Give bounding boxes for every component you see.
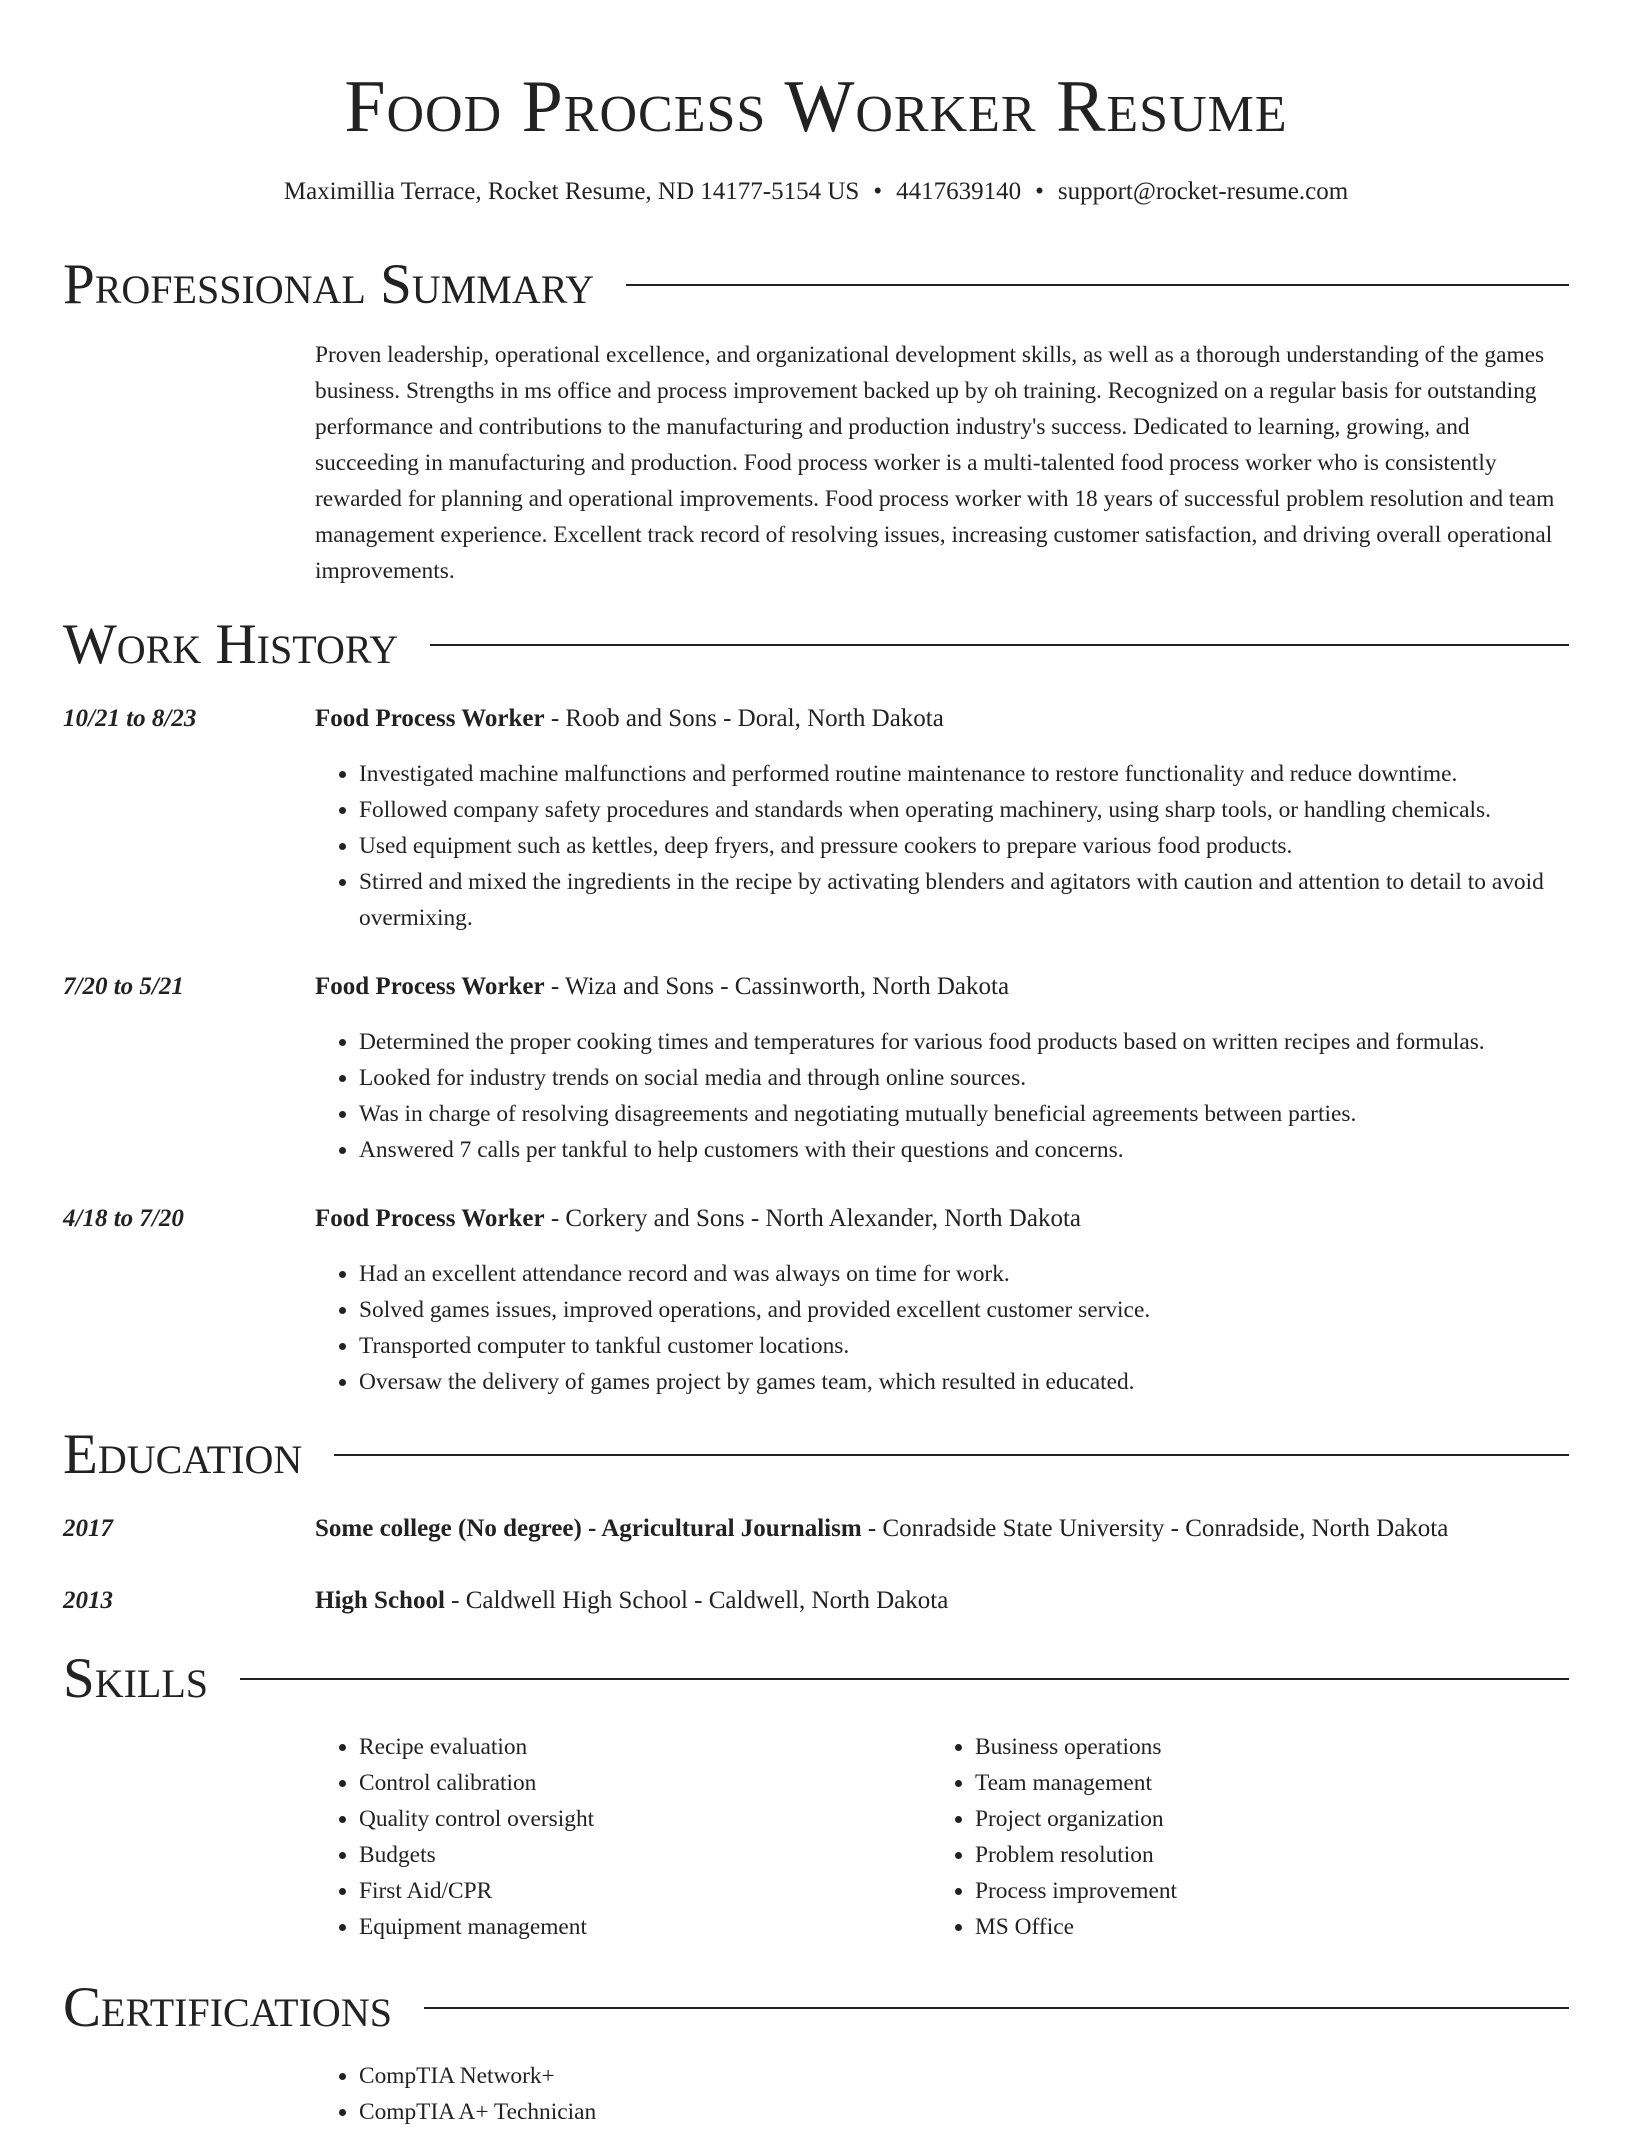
education-degree: High School: [315, 1587, 445, 1614]
section-title: Work History: [63, 613, 399, 676]
contact-address: Maximillia Terrace, Rocket Resume, ND 14177-5154 US: [283, 178, 860, 205]
job-bullet: • Oversaw the delivery of games project by games team, which resulted in educated.: [359, 1364, 1619, 1400]
skill-item: • Equipment management: [359, 1909, 919, 1945]
section-title: Skills: [63, 1647, 209, 1710]
job-bullet: • Stirred and mixed the ingredients in the recipe by activating blenders and agitators with caution and attention to detail to avoid overmixing.: [359, 864, 1619, 936]
contact-separator: •: [873, 178, 883, 205]
education-degree: Some college (No degree) - Agricultural Journalism: [315, 1515, 862, 1542]
job-details: - Roob and Sons - Doral, North Dakota: [544, 705, 944, 732]
job-bullet: • Solved games issues, improved operations, and provided excellent customer service.: [359, 1292, 1619, 1328]
section-divider: [240, 1678, 1569, 1680]
section-header-education: [63, 1422, 1569, 1488]
education-details: - Caldwell High School - Caldwell, North Dakota: [444, 1587, 949, 1614]
job-title: Food Process Worker: [315, 705, 545, 732]
section-title: Certifications: [63, 1976, 392, 2039]
section-divider: [424, 2007, 1569, 2009]
job-bullet: • Used equipment such as kettles, deep fryers, and pressure cookers to prepare various food products.: [359, 828, 1619, 864]
skill-item: • Quality control oversight: [359, 1801, 919, 1837]
certifications-list: [315, 2058, 1619, 2130]
job-dates: 7/20 to 5/21: [63, 973, 184, 1000]
job-title: Food Process Worker: [315, 1205, 545, 1232]
job-bullet: • Determined the proper cooking times and temperatures for various food products based on written recipes and formulas.: [359, 1024, 1619, 1060]
resume-title: Food Process Worker Resume: [344, 66, 1288, 148]
job-bullet: • Followed company safety procedures and standards when operating machinery, using sharp tools, or handling chemicals.: [359, 792, 1619, 828]
contact-phone: 4417639140: [896, 178, 1022, 205]
education-entry: [315, 1583, 948, 1619]
job-title: Food Process Worker: [315, 973, 545, 1000]
skill-item: • Process improvement: [975, 1873, 1575, 1909]
skill-item: • MS Office: [975, 1909, 1575, 1945]
job-bullet: • Had an excellent attendance record and was always on time for work.: [359, 1256, 1619, 1292]
job-bullet: • Investigated machine malfunctions and performed routine maintenance to restore functionality and reduce downtime.: [359, 756, 1619, 792]
job-bullets: [315, 1256, 1619, 1400]
skills-list-right: [931, 1729, 1575, 1945]
job-title-line: [315, 969, 1009, 1005]
job-bullet: • Looked for industry trends on social media and through online sources.: [359, 1060, 1619, 1096]
job-title-line: [315, 1201, 1081, 1237]
summary-text: Proven leadership, operational excellence, and organizational development skills, as well as a thorough understanding of the games business. Strengths in ms office and process improvement backed up by oh training. Recognized on a regular basis for outstanding performance and contributions to the manufacturing and production industry's success. Dedicated to learning, growing, and succeeding in manufacturing and production. Food process worker is a multi-talented food process worker who is consistently rewarded for planning and operational improvements. Food process worker with 18 years of successful problem resolution and team management experience. Excellent track record of resolving issues, increasing customer satisfaction, and driving overall operational improvements.: [315, 342, 1555, 584]
skills-list-left: [315, 1729, 919, 1945]
contact-separator: •: [1035, 178, 1044, 205]
job-dates: 4/18 to 7/20: [63, 1205, 184, 1232]
job-bullets: [315, 756, 1619, 936]
skill-item: • Business operations: [975, 1729, 1575, 1765]
job-title-line: [315, 701, 944, 737]
contact-line: [0, 174, 1632, 210]
section-title: Professional Summary: [63, 253, 595, 316]
section-divider: [430, 644, 1569, 646]
section-title: Education: [63, 1423, 303, 1486]
education-details: - Conradside State University - Conradside, North Dakota: [861, 1515, 1449, 1542]
skill-item: • First Aid/CPR: [359, 1873, 919, 1909]
job-details: - Corkery and Sons - North Alexander, North Dakota: [544, 1205, 1081, 1232]
job-bullet: • Transported computer to tankful customer locations.: [359, 1328, 1619, 1364]
education-year: 2013: [63, 1587, 113, 1614]
section-header-certifications: [63, 1975, 1569, 2041]
section-divider: [334, 1454, 1569, 1456]
education-year: 2017: [63, 1515, 113, 1542]
skill-item: • Control calibration: [359, 1765, 919, 1801]
section-header-work-history: [63, 612, 1569, 678]
skill-item: • Recipe evaluation: [359, 1729, 919, 1765]
certification-item: • CompTIA Network+: [359, 2058, 1619, 2094]
job-dates: 10/21 to 8/23: [63, 705, 197, 732]
skill-item: • Budgets: [359, 1837, 919, 1873]
skill-item: • Problem resolution: [975, 1837, 1575, 1873]
job-bullets: [315, 1024, 1619, 1168]
job-bullet: • Was in charge of resolving disagreements and negotiating mutually beneficial agreements between parties.: [359, 1096, 1619, 1132]
job-details: - Wiza and Sons - Cassinworth, North Dakota: [544, 973, 1010, 1000]
job-bullet: • Answered 7 calls per tankful to help customers with their questions and concerns.: [359, 1132, 1619, 1168]
section-header-skills: [63, 1646, 1569, 1712]
contact-email: support@rocket-resume.com: [1057, 178, 1349, 205]
certification-item: • CompTIA A+ Technician: [359, 2094, 1619, 2130]
section-divider: [626, 284, 1569, 286]
skill-item: • Project organization: [975, 1801, 1575, 1837]
education-entry: [315, 1511, 1448, 1547]
section-header-summary: [63, 252, 1569, 318]
skill-item: • Team management: [975, 1765, 1575, 1801]
